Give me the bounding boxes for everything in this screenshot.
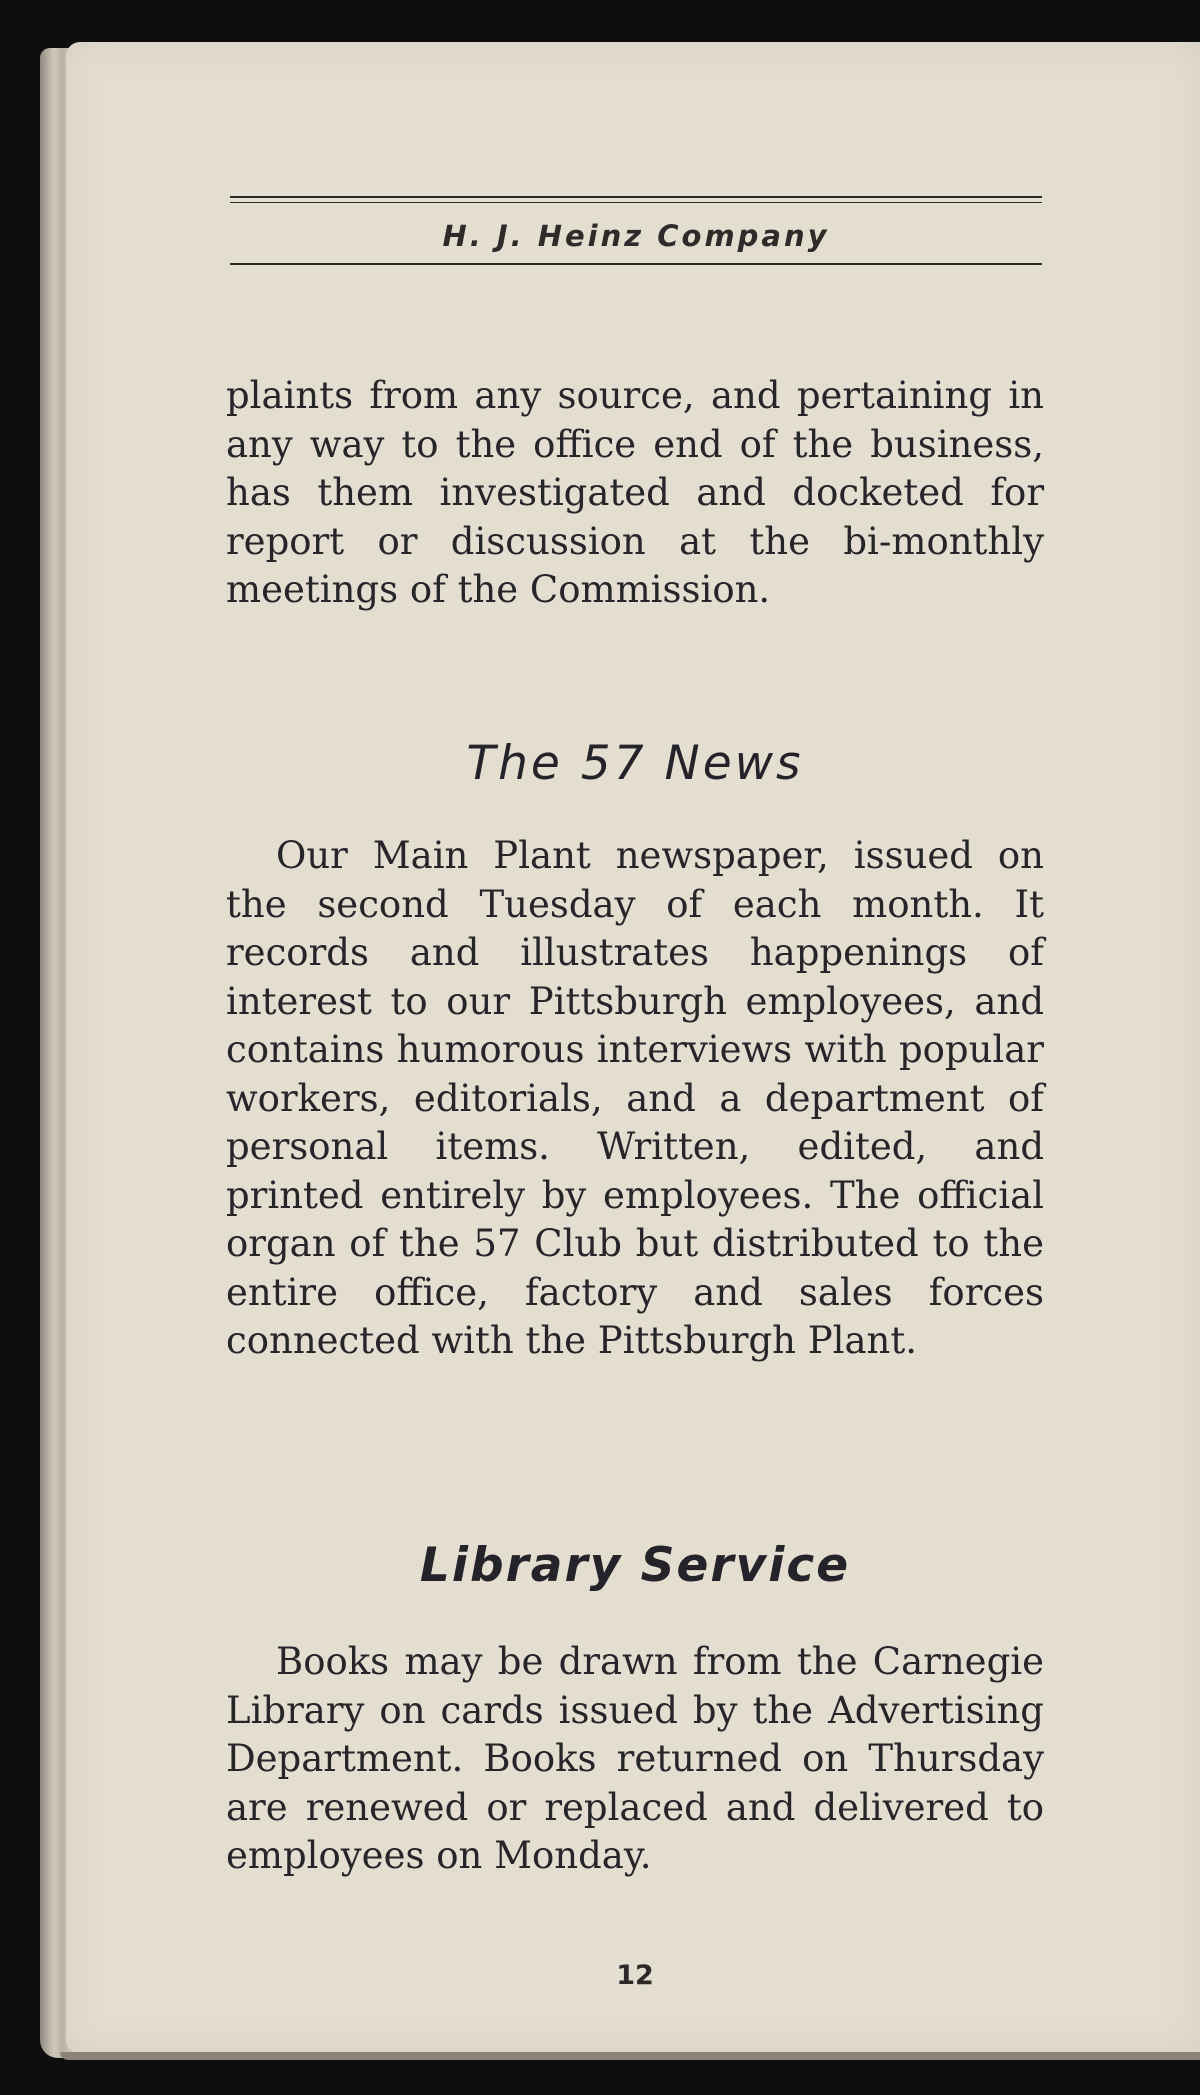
header-bottom-rule (230, 263, 1042, 265)
library-paragraph-block (226, 1638, 1044, 1881)
opening-paragraph: plaints from any source, and pertaining in any way to the office end of the business, has them investigated and docketed for report or discussion at the bi-monthly meetings of the Commission. (226, 374, 1044, 611)
news-paragraph-block (226, 832, 1044, 1366)
library-paragraph: Books may be drawn from the Carnegie Library on cards issued by the Advertising Department. Books returned on Thursday are renewed or replaced and delivered to employees on Monday. (226, 1640, 1044, 1877)
page-number: 12 (616, 1960, 654, 1991)
page-bottom-shadow (60, 2052, 1200, 2060)
section-heading-57-news: The 57 News (466, 736, 804, 791)
news-paragraph: Our Main Plant newspaper, issued on the second Tuesday of each month. It records and illustrates happenings of interest to our Pittsburgh employees, and contains humorous interviews with popular workers, editorials, and a department of personal items. Written, edited, and printed entirely by employees. The official organ of the 57 Club but distributed to the entire office, factory and sales forces connected with the Pittsburgh Plant. (226, 834, 1044, 1362)
running-header (230, 196, 1042, 265)
section-heading-library-service: Library Service (419, 1538, 851, 1593)
opening-paragraph-block (226, 372, 1044, 615)
running-title: H. J. Heinz Company (442, 219, 830, 253)
header-top-rule (230, 196, 1042, 203)
